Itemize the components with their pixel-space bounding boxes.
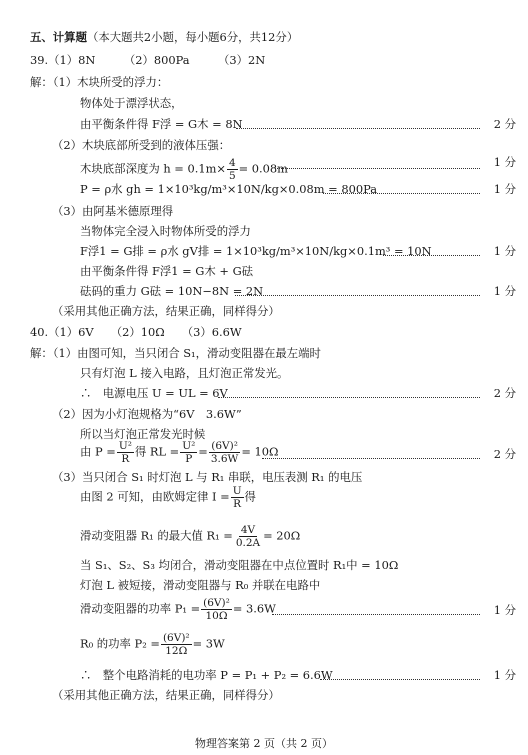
- p2-label: R₀ 的功率 P₂ =: [80, 636, 160, 651]
- fraction-6v2-3.6w: $\frac{\text{(6V)²}}{3.6W}$: [210, 440, 239, 465]
- section-note: （本大题共2小题，每小题6分，共12分）: [86, 30, 299, 44]
- q40-solution-1: 解：（1）由图可知，当只闭合 S₁，滑动变阻器在最左端时: [30, 346, 321, 360]
- depth-result: = 0.08m: [238, 161, 288, 176]
- de: 得: [244, 489, 256, 504]
- fraction-4-5: $\frac{4}{5}$: [228, 157, 236, 182]
- leader-dots: [235, 295, 480, 296]
- score-1: 1 分: [493, 284, 516, 298]
- leader-dots: [236, 128, 480, 129]
- score-1: 1 分: [493, 182, 516, 196]
- q40-parallel: 灯泡 L 被短接，滑动变阻器与 R₀ 并联在电路中: [80, 578, 321, 592]
- q40-answers: 40.（1）6V （2）10Ω （3）6.6W: [30, 325, 242, 339]
- q40-normal-light: 所以当灯泡正常发光时候: [80, 427, 206, 441]
- score-1: 1 分: [493, 668, 516, 682]
- q39-solution-1: 解：（1）木块所受的浮力：: [30, 75, 169, 89]
- rl-label: 得 RL =: [134, 444, 180, 459]
- score-2: 2 分: [493, 386, 516, 400]
- q40-series-circuit: （3）当只闭合 S₁ 时灯泡 L 与 R₁ 串联，电压表测 R₁ 的电压: [52, 470, 363, 484]
- section-title: 五、计算题: [30, 30, 87, 44]
- depth-text: 木块底部深度为 h = 0.1m×: [80, 161, 226, 176]
- q40-p1-line: [80, 597, 276, 622]
- score-2: 2 分: [493, 447, 516, 461]
- q39-note: （采用其他正确方法，结果正确，同样得分）: [52, 304, 280, 318]
- p-eq-label: 由 P =: [80, 444, 116, 459]
- leader-dots: [275, 168, 480, 169]
- q39-full-immersion: 当物体完全浸入时物体所受的浮力: [80, 224, 251, 238]
- q39-floating-state: 物体处于漂浮状态，: [80, 96, 183, 110]
- fraction-u-r: $\frac{U}{R}$: [232, 485, 242, 510]
- equals: =: [198, 444, 208, 459]
- q40-only-lamp: 只有灯泡 L 接入电路，且灯泡正常发光。: [80, 366, 289, 380]
- p2-result: = 3W: [192, 636, 225, 651]
- fraction-p1: $\frac{\text{(6V)²}}{10\Omega}$: [203, 597, 230, 622]
- leader-dots: [383, 255, 480, 256]
- q40-note: （采用其他正确方法，结果正确，同样得分）: [52, 688, 280, 702]
- q40-r1-max: [80, 524, 300, 549]
- q40-resistance-line: [80, 440, 278, 465]
- q40-voltage-eq: ∴ 电源电压 U = UL = 6V: [80, 386, 228, 400]
- q39-answers: 39.（1）8N （2）800Pa （3）2N: [30, 53, 266, 67]
- q39-depth-line: [80, 157, 288, 182]
- leader-dots: [320, 679, 480, 680]
- q40-all-closed: 当 S₁、S₂、S₃ 均闭合，滑动变阻器在中点位置时 R₁中 = 10Ω: [80, 558, 399, 572]
- q40-ohms-law: [80, 485, 256, 510]
- score-1: 1 分: [493, 155, 516, 169]
- q39-balance-eq: 由平衡条件得 F浮1 = G木 + G砝: [80, 264, 254, 278]
- p1-label: 滑动变阻器的功率 P₁ =: [80, 601, 201, 616]
- score-1: 1 分: [493, 244, 516, 258]
- score-1: 1 分: [493, 603, 516, 617]
- ohm-label: 由图 2 可知，由欧姆定律 I =: [80, 489, 230, 504]
- q39-weight-eq: 砝码的重力 G砝 = 10N−8N = 2N: [80, 284, 264, 298]
- r1-result: = 20Ω: [263, 528, 301, 543]
- leader-dots: [272, 614, 480, 615]
- r1-label: 滑动变阻器 R₁ 的最大值 R₁ =: [80, 528, 233, 543]
- leader-dots: [323, 193, 480, 194]
- section-header: [30, 30, 298, 45]
- fraction-p2: $\frac{\text{(6V)²}}{12\Omega}$: [162, 632, 190, 657]
- page-footer: 物理答案第 2 页（共 2 页）: [195, 737, 333, 750]
- leader-dots: [262, 458, 480, 459]
- fraction-u2-r: $\frac{\text{U²}}{R}$: [118, 440, 132, 465]
- q40-total-power: ∴ 整个电路消耗的电功率 P = P₁ + P₂ = 6.6W: [80, 668, 333, 682]
- p1-result: = 3.6W: [232, 601, 276, 616]
- q40-p2-line: [80, 632, 225, 657]
- q39-pressure-eq: P = ρ水 gh = 1×10³kg/m³×10N/kg×0.08m = 800Pa: [80, 182, 378, 196]
- q39-pressure-title: （2）木块底部所受到的液体压强：: [52, 138, 231, 152]
- fraction-4v-0.2a: $\frac{4V}{0.2A}$: [235, 524, 261, 549]
- fraction-u2-p: $\frac{\text{U²}}{P}$: [182, 440, 196, 465]
- q39-archimedes: （3）由阿基米德原理得: [52, 204, 174, 218]
- q39-buoyancy-eq: 由平衡条件得 F浮 = G木 = 8N: [80, 117, 243, 131]
- q40-lamp-spec: （2）因为小灯泡规格为“6V 3.6W”: [52, 407, 242, 421]
- leader-dots: [218, 397, 480, 398]
- q39-buoyancy1-eq: F浮1 = G排 = ρ水 gV排 = 1×10³kg/m³×10N/kg×0.1m³ = 10N: [80, 244, 432, 258]
- score-2: 2 分: [493, 117, 516, 131]
- rl-result: = 10Ω: [241, 444, 279, 459]
